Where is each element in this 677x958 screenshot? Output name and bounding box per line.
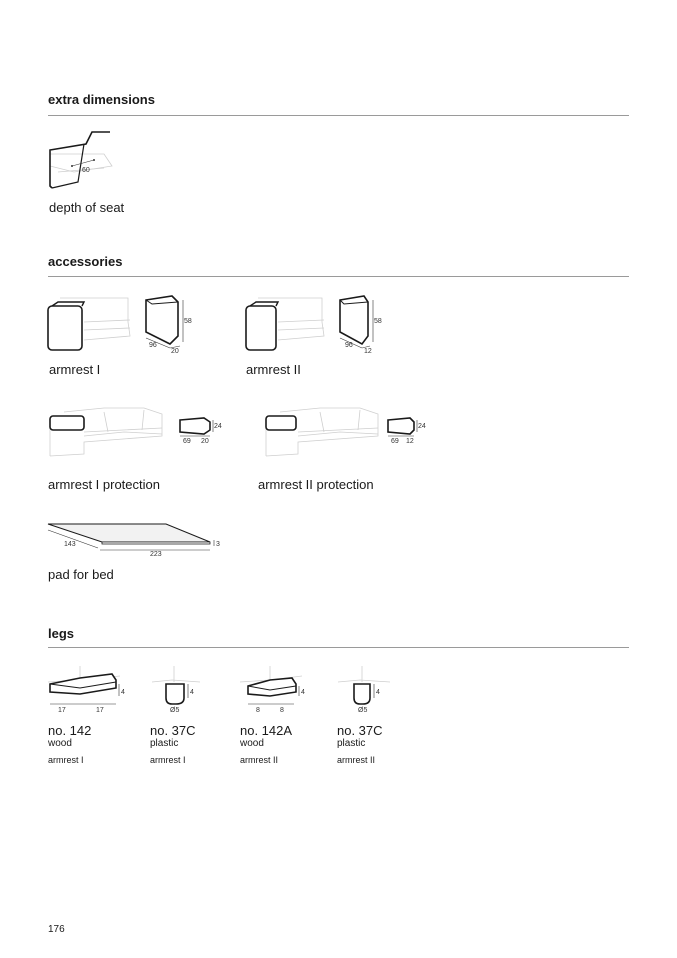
dim-label: 24 bbox=[214, 423, 222, 430]
dim-label: 12 bbox=[406, 438, 414, 445]
leg-position: armrest II bbox=[337, 755, 376, 765]
leg-material: plastic bbox=[337, 738, 366, 749]
dim-label: 4 bbox=[301, 689, 305, 696]
armrest-i-protection-sofa-drawing bbox=[44, 402, 170, 462]
depth-of-seat-drawing bbox=[44, 126, 120, 192]
armrest-i-dimension-drawing bbox=[140, 292, 198, 356]
leg-142a-drawing bbox=[236, 664, 308, 716]
dim-label: 24 bbox=[418, 423, 426, 430]
leg-position: armrest II bbox=[240, 755, 279, 765]
dim-label: 4 bbox=[190, 689, 194, 696]
dim-label: 143 bbox=[64, 541, 76, 548]
section-divider bbox=[48, 115, 629, 116]
dim-label: 96 bbox=[149, 342, 157, 349]
leg-material: wood bbox=[240, 738, 264, 749]
dim-label: 223 bbox=[150, 551, 162, 558]
leg-37c-armrest-ii-drawing bbox=[334, 664, 394, 716]
dim-label: 4 bbox=[376, 689, 380, 696]
section-title-accessories: accessories bbox=[48, 254, 123, 269]
dim-label: 20 bbox=[171, 348, 179, 355]
dim-label: 69 bbox=[391, 438, 399, 445]
armrest-i-sofa-drawing bbox=[44, 294, 134, 356]
dim-label: 60 bbox=[82, 167, 90, 174]
leg-name: no. 142 bbox=[48, 723, 92, 738]
leg-material: wood bbox=[48, 738, 72, 749]
dim-label: 3 bbox=[216, 541, 220, 548]
leg-position: armrest I bbox=[48, 755, 84, 765]
leg-142-drawing bbox=[44, 664, 124, 716]
armrest-i-protection-dimension-drawing bbox=[176, 414, 226, 446]
leg-name: no. 142A bbox=[240, 723, 293, 738]
caption-armrest-i: armrest I bbox=[49, 362, 101, 377]
leg-position: armrest I bbox=[150, 755, 186, 765]
dim-label: Ø5 bbox=[170, 707, 180, 714]
dim-label: 58 bbox=[374, 318, 382, 325]
pad-for-bed-drawing bbox=[42, 518, 224, 560]
dim-label: Ø5 bbox=[358, 707, 368, 714]
leg-name: no. 37C bbox=[150, 723, 196, 738]
caption-armrest-i-protection: armrest I protection bbox=[48, 477, 160, 492]
caption-armrest-ii-protection: armrest II protection bbox=[258, 477, 374, 492]
armrest-ii-sofa-drawing bbox=[242, 294, 332, 356]
dim-label: 8 bbox=[256, 707, 260, 714]
dim-label: 17 bbox=[58, 707, 66, 714]
dim-label: 17 bbox=[96, 707, 104, 714]
dim-label: 58 bbox=[184, 318, 192, 325]
armrest-ii-dimension-drawing bbox=[334, 292, 392, 356]
dim-label: 96 bbox=[345, 342, 353, 349]
page-number: 176 bbox=[48, 924, 65, 935]
section-title-legs: legs bbox=[48, 626, 75, 641]
section-divider bbox=[48, 276, 629, 277]
section-title-extra-dimensions: extra dimensions bbox=[48, 92, 155, 107]
leg-material: plastic bbox=[150, 738, 179, 749]
leg-37c-armrest-i-drawing bbox=[148, 664, 204, 716]
dim-label: 12 bbox=[364, 348, 372, 355]
dim-label: 8 bbox=[280, 707, 284, 714]
leg-name: no. 37C bbox=[337, 723, 383, 738]
dim-label: 20 bbox=[201, 438, 209, 445]
caption-pad-for-bed: pad for bed bbox=[48, 567, 114, 582]
armrest-ii-protection-dimension-drawing bbox=[384, 414, 432, 446]
dim-label: 4 bbox=[121, 689, 125, 696]
section-divider bbox=[48, 647, 629, 648]
dim-label: 69 bbox=[183, 438, 191, 445]
caption-depth-of-seat: depth of seat bbox=[49, 200, 125, 215]
caption-armrest-ii: armrest II bbox=[246, 362, 301, 377]
armrest-ii-protection-sofa-drawing bbox=[260, 402, 386, 462]
